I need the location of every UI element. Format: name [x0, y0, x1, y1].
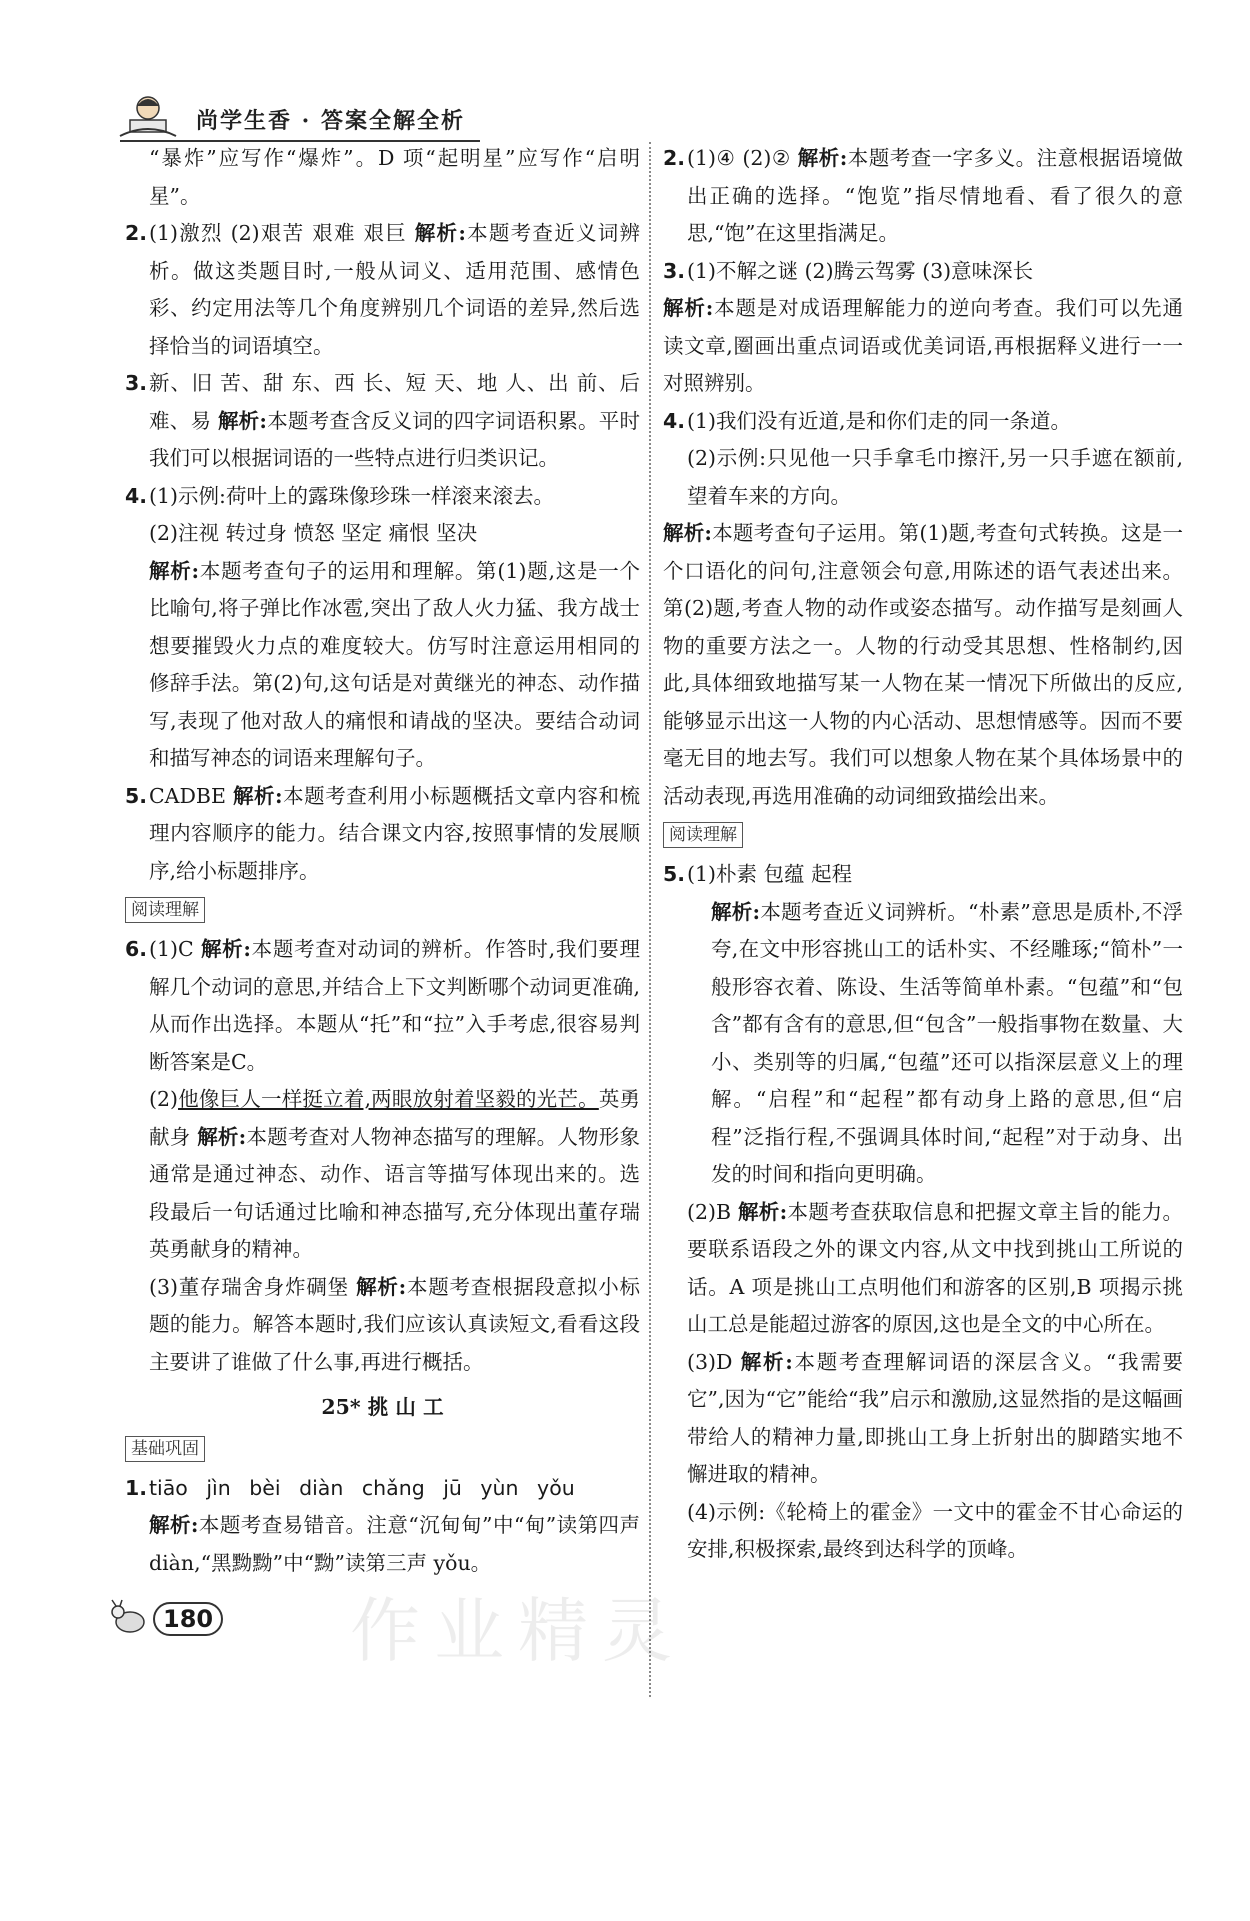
answer-text: 新、旧 苦、甜 东、西 长、短 天、地 人、出 前、后 难、易 — [149, 371, 640, 433]
page-number: 180 — [153, 1602, 223, 1636]
answer-text: 英勇献身 — [149, 1087, 641, 1149]
analysis-label: 解析: — [197, 1124, 247, 1149]
lesson-title: 25* 挑 山 工 — [321, 1395, 444, 1419]
analysis-text: 本题考查近义词辨析。做这类题目时,一般从词义、适用范围、感情色彩、约定用法等几个角度辨别几个词语的差异,然后选择恰当的词语填空。 — [149, 221, 640, 358]
item-number: 6. — [125, 937, 148, 961]
item-number: 3. — [125, 371, 148, 395]
pinyin-answer: tiāo jìn bèi diàn chǎng jū yùn yǒu — [149, 1475, 575, 1500]
analysis-text: 本题考查句子的运用和理解。第(1)题,这是一个比喻句,将子弹比作冰雹,突出了敌人火力猛、我方战士想要摧毁火力点的难度较大。仿写时注意运用相同的修辞手法。第(2)句,这句话是对黄继光的神态、动作描写,表现了他对敌人的痛恨和请战的坚决。要结合动词和描写神态的词语来理解句子。 — [149, 558, 640, 770]
analysis-label: 解析: — [356, 1274, 407, 1299]
section-label-basic: 基础巩固 — [125, 1436, 205, 1462]
item-number: 2. — [663, 146, 686, 170]
item-number: 3. — [663, 258, 686, 283]
section-label-reading: 阅读理解 — [125, 897, 205, 923]
continued-answer: “暴炸”应写作“爆炸”。D 项“起明星”应写作“启明星”。 — [149, 146, 640, 208]
answer-text: (1)激烈 (2)艰苦 艰难 艰巨 — [149, 221, 408, 245]
answer-text: (1)不解之谜 (2)腾云驾雾 (3)意味深长 — [687, 258, 1034, 283]
answer-item-5 — [125, 778, 640, 891]
analysis-text: 本题考查对人物神态描写的理解。人物形象通常是通过神态、动作、语言等描写体现出来的。选段最后一句话通过比喻和神态描写,充分体现出董存瑞英勇献身的精神。 — [149, 1124, 641, 1261]
analysis-label: 解析: — [414, 221, 466, 245]
answer-text: (3)D — [687, 1349, 733, 1374]
analysis-text: 本题考查利用小标题概括文章内容和梳理内容顺序的能力。结合课文内容,按照事情的发展顺序,给小标题排序。 — [149, 783, 640, 883]
answer-text: (3)董存瑞舍身炸碉堡 — [149, 1274, 349, 1299]
section-label-reading: 阅读理解 — [663, 822, 743, 848]
answer-item-4 — [125, 478, 640, 778]
watermark: 作业精灵 — [350, 1590, 686, 1672]
mascot-bug-icon — [108, 1598, 158, 1638]
answer-item-2 — [663, 140, 1183, 253]
answer-text: (1)我们没有近道,是和你们走的同一条道。 — [687, 408, 1072, 433]
answer-text: 他像巨人一样挺立着,两眼放射着坚毅的光芒。 — [178, 1087, 599, 1111]
analysis-block — [663, 290, 1183, 403]
analysis-text: 本题考查易错音。注意“沉甸甸”中“甸”读第四声 diàn,“黑黝黝”中“黝”读第三声 yǒu。 — [149, 1513, 640, 1575]
analysis-text: 本题是对成语理解能力的逆向考查。我们可以先通读文章,圈画出重点词语或优美词语,再根据释义进行一一对照辨别。 — [663, 296, 1183, 395]
analysis-text: 本题考查含反义词的四字词语积累。平时我们可以根据词语的一些特点进行归类识记。 — [149, 408, 641, 470]
analysis-text: 本题考查理解词语的深层含义。“我需要它”,因为“它”能给“我”启示和激励,这显然指的是这幅画带给人的精神力量,即挑山工身上折射出的脚踏实地不懈进取的精神。 — [687, 1349, 1183, 1486]
analysis-block — [663, 515, 1183, 815]
answer-text: CADBE — [149, 783, 226, 808]
answer-text: (2)示例:只见他一只手拿毛巾擦汗,另一只手遮在额前,望着车来的方向。 — [687, 446, 1183, 508]
analysis-text: 本题考查一字多义。注意根据语境做出正确的选择。“饱览”指尽情地看、看了很久的意思,“饱”在这里指满足。 — [687, 146, 1183, 245]
answer-item-1 — [125, 1470, 640, 1583]
analysis-text: 本题考查句子运用。第(1)题,考查句式转换。这是一个口语化的问句,注意领会句意,用陈述的语气表述出来。第(2)题,考查人物的动作或姿态描写。动作描写是刻画人物的重要方法之一。人物的行动受其思想、性格制约,因此,具体细致地描写某一人物在某一情况下所做出的反应,能够显示出这一人物的内心活动、思想情感等。因而不要毫无目的地去写。我们可以想象人物在某个具体场景中的活动表现,再选用准确的动词细致描绘出来。 — [663, 521, 1183, 808]
item-number: 4. — [663, 408, 686, 433]
column-divider — [649, 142, 651, 1697]
analysis-label: 解析: — [149, 558, 200, 583]
sub-number: (2) — [149, 1087, 179, 1111]
analysis-label: 解析: — [737, 1199, 788, 1224]
analysis-label: 解析: — [663, 296, 714, 320]
answer-text: (1)示例:荷叶上的露珠像珍珠一样滚来滚去。 — [149, 483, 554, 508]
analysis-label: 解析: — [149, 1513, 199, 1537]
item-number: 5. — [125, 783, 148, 808]
answer-item-4 — [663, 403, 1183, 516]
answer-item-5 — [663, 856, 1183, 1569]
right-column — [663, 140, 1183, 1569]
item-number: 5. — [663, 862, 686, 886]
item-number: 1. — [125, 1475, 148, 1500]
analysis-label: 解析: — [711, 899, 761, 924]
analysis-text: 本题考查对动词的辨析。作答时,我们要理解几个动词的意思,并结合上下文判断哪个动词更准确,从而作出选择。本题从“托”和“拉”入手考虑,很容易判断答案是C。 — [149, 937, 640, 1074]
left-column — [125, 140, 640, 1582]
analysis-text: 本题考查获取信息和把握文章主旨的能力。要联系语段之外的课文内容,从文中找到挑山工所说的话。A 项是挑山工点明他们和游客的区别,B 项揭示挑山工总是能超过游客的原因,这也是全文的中心所在。 — [687, 1199, 1183, 1336]
analysis-label: 解析: — [233, 783, 283, 808]
analysis-label: 解析: — [217, 408, 267, 433]
answer-item-6 — [125, 931, 640, 1381]
page-header — [118, 100, 518, 140]
analysis-label: 解析: — [797, 146, 848, 170]
student-mascot-icon — [118, 92, 178, 140]
analysis-label: 解析: — [663, 521, 712, 545]
answer-text: (2)注视 转过身 愤怒 坚定 痛恨 坚决 — [149, 521, 478, 545]
analysis-label: 解析: — [740, 1349, 793, 1374]
item-number: 2. — [125, 221, 148, 245]
answer-text: (1)C — [149, 937, 194, 961]
answer-text: (1)④ (2)② — [687, 146, 791, 170]
analysis-text: 本题考查近义词辨析。“朴素”意思是质朴,不浮夸,在文中形容挑山工的话朴实、不经雕琢;“简朴”一般形容衣着、陈设、生活等简单朴素。“包蕴”和“包含”都有含有的意思,但“包含”一般指事物在数量、大小、类别等的归属,“包蕴”还可以指深层意义上的理解。“启程”和“起程”都有动身上路的意思,但“启程”泛指行程,不强调具体时间,“起程”对于动身、出发的时间和指向更明确。 — [711, 899, 1183, 1186]
analysis-text: 本题考查根据段意拟小标题的能力。解答本题时,我们应该认真读短文,看看这段主要讲了谁做了什么事,再进行概括。 — [149, 1274, 640, 1374]
book-title: 尚学生香 · 答案全解全析 — [196, 108, 465, 134]
answer-item-2 — [125, 215, 640, 365]
analysis-label: 解析: — [200, 937, 251, 961]
answer-item-3 — [125, 365, 640, 478]
answer-text: (2)B — [687, 1199, 732, 1224]
answer-text: (4)示例:《轮椅上的霍金》一文中的霍金不甘心命运的安排,积极探索,最终到达科学的顶峰。 — [687, 1499, 1183, 1561]
answer-text: (1)朴素 包蕴 起程 — [687, 862, 853, 886]
item-number: 4. — [125, 483, 148, 508]
answer-item-3 — [663, 253, 1183, 291]
